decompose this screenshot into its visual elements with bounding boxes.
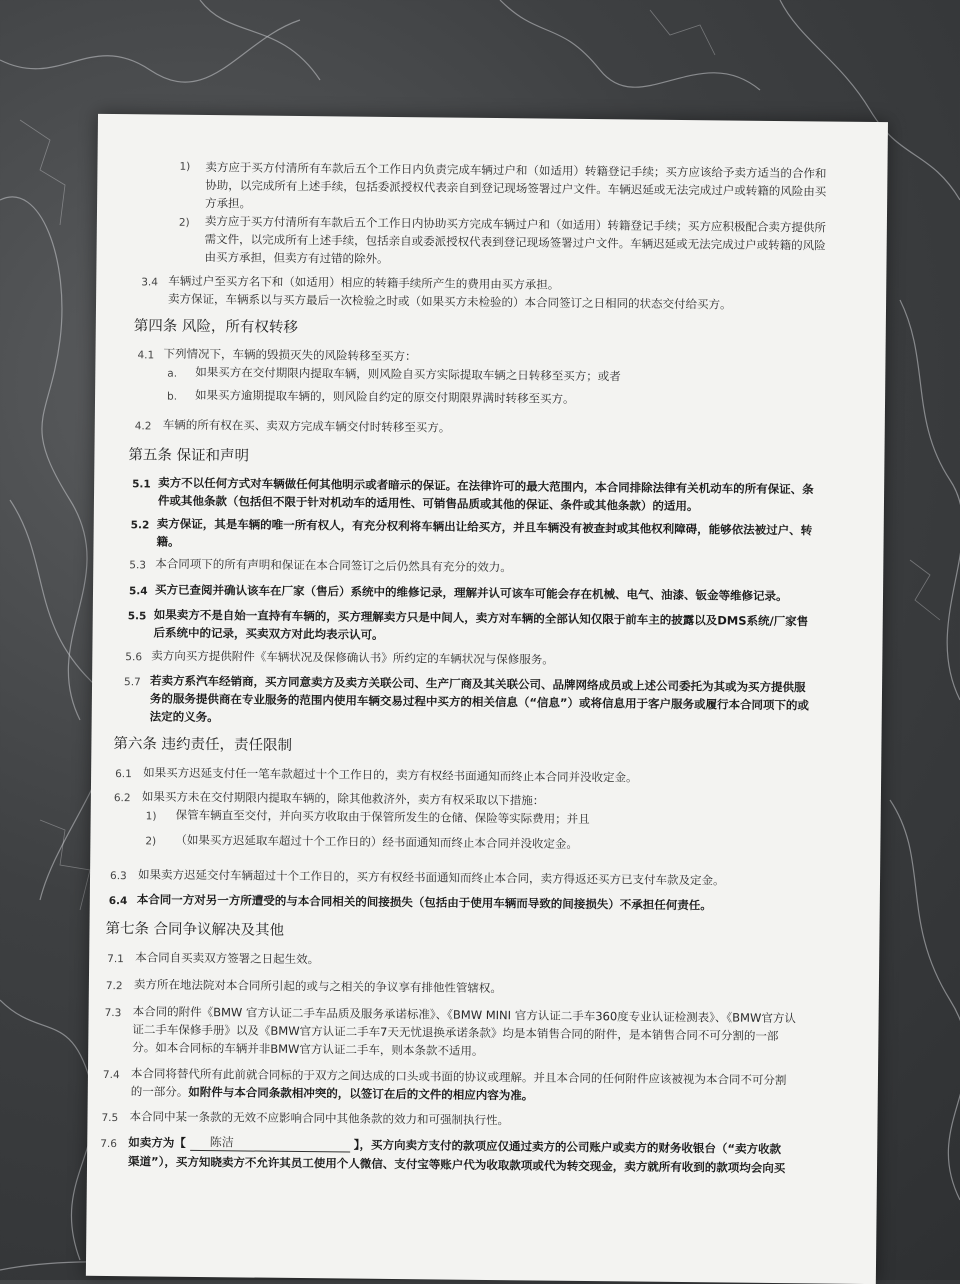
item-number: 1) <box>145 810 157 823</box>
clause-text: 如果买方在交付期限内提取车辆，则风险自买方实际提取车辆之日转移至买方；或者 <box>195 364 621 384</box>
clause-text: 件或其他条款（包括但不限于针对机动车的适用性、可销售品质或其他的保证、条件或其他条款）的适用。 <box>157 493 699 514</box>
clause-text: 保管车辆直至交付，并向买方收取由于保管所发生的仓储、保险等实际费用；并且 <box>175 807 590 827</box>
clause-text: 本合同中某一条款的无效不应影响合同中其他条款的效力和可强制执行性。 <box>129 1109 510 1128</box>
section-heading: 第七条 合同争议解决及其他 <box>105 920 285 939</box>
section-heading: 第五条 保证和声明 <box>128 447 250 465</box>
clause-text: 本合同一方对另一方所遭受的与本合同相关的间接损失（包括由于使用车辆而导致的间接损失）不承担任何责任。 <box>136 892 712 913</box>
clause-text-part: 如卖方为【 <box>128 1135 186 1150</box>
clause-text: 渠道”），买方知晓卖方不允许其员工使用个人微信、支付宝等账户代为收取款项或代为转交现金，卖方就所有收到的款项均会向买 <box>127 1154 786 1176</box>
clause-text: 卖方保证，其是车辆的唯一所有权人，有充分权利将车辆出让给买方，并且车辆没有被查封或其他权利障碍，能够依法被过户、转 <box>156 516 813 538</box>
section-heading: 第四条 风险，所有权转移 <box>133 318 298 336</box>
clause-number: 5.1 <box>132 478 151 491</box>
clause-text: 如果买方逾期提取车辆的，则风险自约定的原交付期限界满时转移至买方。 <box>195 387 575 406</box>
clause-number: 7.6 <box>100 1137 118 1151</box>
clause-text: 卖方应于买方付清所有车款后五个工作日内负责完成车辆过户和（如适用）转籍登记手续；买方应该给予卖方适当的合作和 <box>205 159 827 181</box>
clause-text: 协助，以完成所有上述手续，包括委派授权代表亲自到登记现场签署过户文件。车辆迟延或无法完成过户或转籍的风险由买 <box>205 177 827 199</box>
clause-number: 4.1 <box>137 349 155 362</box>
clause-text: 本合同项下的所有声明和保证在本合同签订之后仍然具有充分的效力。 <box>155 556 512 575</box>
clause-text: 需文件，以完成所有上述手续，包括亲自或委派授权代表到登记现场签署过户文件。车辆迟延或无法完成过户或转籍的风险 <box>204 231 826 253</box>
clause-text: 下列情况下，车辆的毁损灭失的风险转移至买方： <box>163 346 417 364</box>
clause-number: 4.2 <box>134 420 152 433</box>
clause-number: 5.7 <box>124 676 141 689</box>
clause-text: （如果买方迟延取车超过十个工作日的）经书面通知而终止本合同并没收定金。 <box>175 832 578 851</box>
clause-text: 卖方不以任何方式对车辆做任何其他明示或者暗示的保证。在法律许可的最大范围内，本合同排除法律有关机动车的所有保证、条 <box>158 475 814 497</box>
clause-text: 卖方向买方提供附件《车辆状况及保修确认书》所约定的车辆状况与保修服务。 <box>151 648 554 667</box>
clause-number: 7.4 <box>102 1068 120 1082</box>
item-letter: a. <box>167 367 178 380</box>
clause-text-part: 】，买方向卖方支付的款项应仅通过卖方的公司账户或卖方的财务收银台（“卖方收款 <box>353 1137 782 1157</box>
clause-text: 本合同将替代所有此前就合同标的于双方之间达成的口头或书面的协议或理解。并且本合同的任何附件应该被视为本合同不可分割 <box>130 1066 787 1088</box>
clause-number: 5.4 <box>128 585 148 598</box>
clause-text: 证二手车保修手册》以及《BMW官方认证二手车7天无忧退换承诺条款》均是本销售合同的附件，是本销售合同不可分割的一部 <box>132 1022 779 1044</box>
clause-text: 后系统中的记录，买卖双方对此均表示认可。 <box>153 625 384 642</box>
clause-number: 6.2 <box>113 792 131 805</box>
clause-text: 务的服务提供商在专业服务的范围内使用车辆交易过程中买方的相关信息（“信息”）或将信息用于客户服务或履行本合同项下的或 <box>149 691 810 713</box>
seller-name-field <box>190 1136 350 1153</box>
contract-page <box>86 114 888 1284</box>
clause-number: 7.1 <box>107 953 124 966</box>
handwritten-name: 陈洁 <box>209 1135 234 1150</box>
clause-text: 本合同自买卖双方签署之日起生效。 <box>135 950 320 967</box>
clause-text: 籍。 <box>156 534 180 549</box>
item-letter: b. <box>167 390 178 403</box>
clause-number: 7.5 <box>101 1111 119 1125</box>
clause-text: 买方已查阅并确认该车在厂家（售后）系统中的维修记录，理解并认可该车可能会存在机械、电气、油漆、钣金等维修记录。 <box>154 582 788 604</box>
clause-text: 如果卖方迟延交付车辆超过十个工作日的，买方有权经书面通知而终止本合同，卖方得返还买方已支付车款及定金。 <box>137 867 725 888</box>
clause-text: 分。如本合同标的车辆并非BMW官方认证二手车，则本条款不适用。 <box>132 1040 484 1058</box>
section-heading: 第六条 违约责任，责任限制 <box>113 736 293 754</box>
clause-text: 本合同的附件《BMW 官方认证二手车品质及服务承诺标准》、《BMW MINI 官方认证二手车360度专业认证检测表》、《BMW官方认 <box>132 1004 796 1026</box>
clause-text: 车辆的所有权在买、卖双方完成车辆交付时转移至买方。 <box>162 417 451 435</box>
clause-number: 7.2 <box>105 979 123 993</box>
clause-text: 如果买方未在交付期限内提取车辆的，除其他救济外，卖方有权采取以下措施： <box>141 789 545 808</box>
clause-number: 5.2 <box>130 519 150 532</box>
clause-text: 卖方保证，车辆系以与买方最后一次检验之时或（如果买方未检验的）本合同签订之日相同的状态交付给买方。 <box>168 291 732 312</box>
item-number: 2) <box>178 216 190 229</box>
clause-number: 5.6 <box>125 651 143 664</box>
clause-number: 6.3 <box>109 870 127 883</box>
clause-number: 5.3 <box>129 559 147 572</box>
clause-number: 6.4 <box>108 895 128 908</box>
clause-number: 5.5 <box>127 610 147 623</box>
clause-number: 6.1 <box>115 768 132 781</box>
clause-text: 如果买方迟延支付任一笔车款超过十个工作日的，卖方有权经书面通知而终止本合同并没收定金。 <box>143 765 638 785</box>
clause-text <box>131 1083 534 1103</box>
item-number: 2) <box>145 835 157 848</box>
clause-text: 若卖方系汽车经销商，买方同意卖方及卖方关联公司、生产厂商及其关联公司、品牌网络成员或上述公司委托为其或为买方提供服 <box>150 673 806 695</box>
clause-text: 如果卖方不是自始一直持有车辆的，买方理解卖方只是中间人，卖方对车辆的全部认知仅限于前车主的披露以及DMS系统/厂家售 <box>153 607 809 629</box>
clause-text: 法定的义务。 <box>149 709 219 725</box>
clause-text: 卖方应于买方付清所有车款后五个工作日内协助买方完成车辆过户和（如适用）转籍登记手续；买方应积极配合卖方提供所 <box>204 213 826 235</box>
clause-text: 由买方承担，但卖方有过错的除外。 <box>204 249 389 266</box>
clause-text: 车辆过户至买方名下和（如适用）相应的转籍手续所产生的费用由买方承担。 <box>168 273 560 292</box>
clause-text-bold: 如附件与本合同条款相冲突的，以签订在后的文件的相应内容为准。 <box>188 1084 534 1103</box>
clause-text: 卖方所在地法院对本合同所引起的或与之相关的争议享有排他性管辖权。 <box>133 977 502 996</box>
clause-number: 7.3 <box>104 1006 122 1020</box>
clause-text: 方承担。 <box>205 195 252 211</box>
clause-text-part: 的一部分。 <box>130 1084 189 1099</box>
clause-number: 3.4 <box>141 276 159 289</box>
item-number: 1) <box>179 160 191 173</box>
